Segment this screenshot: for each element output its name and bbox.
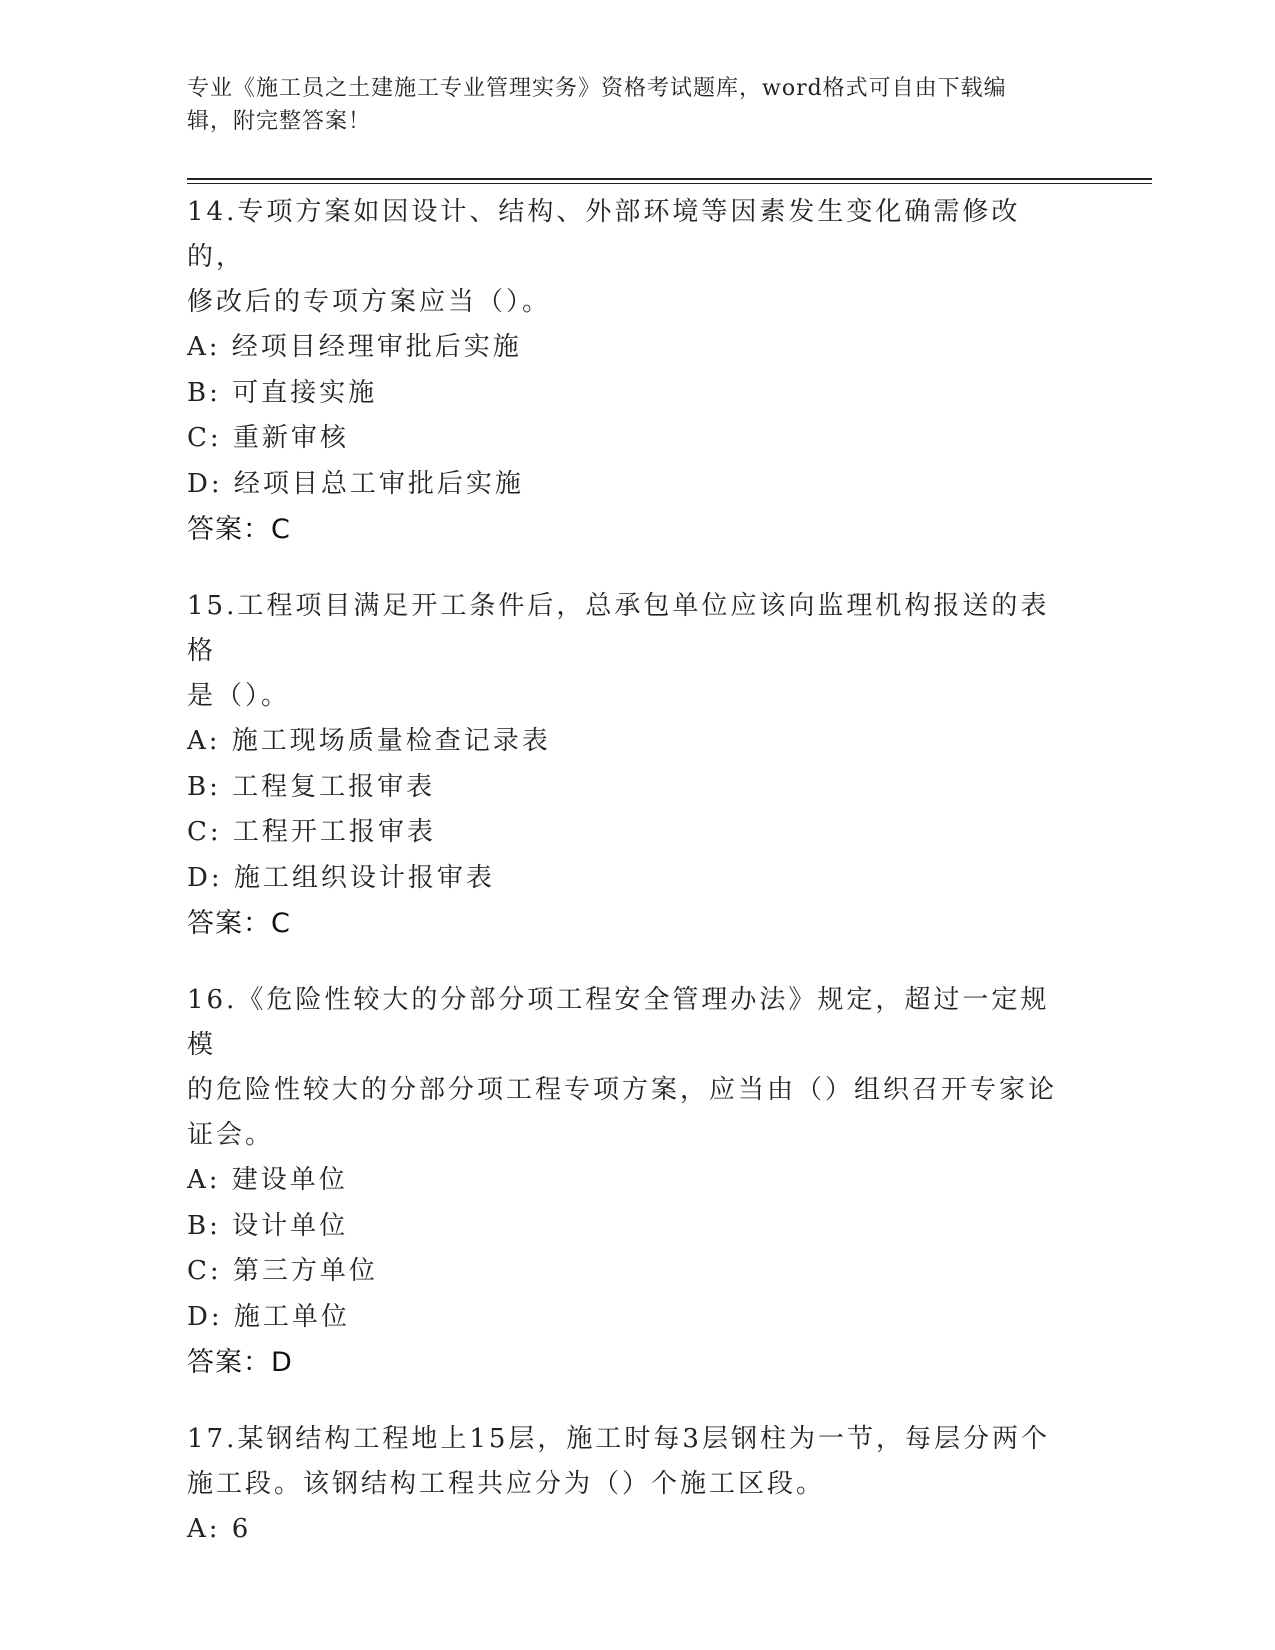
- question-text: 17.某钢结构工程地上15层，施工时每3层钢柱为一节，每层分两个: [187, 1424, 1050, 1454]
- question-16: [187, 978, 1077, 1385]
- question-text: 15.工程项目满足开工条件后，总承包单位应该向监理机构报送的表格: [187, 591, 1050, 666]
- question-15: [187, 584, 1077, 946]
- option-c: C: 第三方单位: [187, 1256, 378, 1286]
- option-b: B: 可直接实施: [187, 377, 378, 408]
- document-header: [187, 72, 1067, 138]
- question-list: [187, 190, 1077, 1585]
- question-text: 16.《危险性较大的分部分项工程安全管理办法》规定，超过一定规模: [187, 985, 1050, 1060]
- option-d: D: 施工单位: [187, 1301, 350, 1332]
- answer: 答案：C: [187, 908, 291, 939]
- answer: 答案：C: [187, 514, 291, 545]
- option-a: A: 6: [187, 1514, 252, 1544]
- option-a: A: 经项目经理审批后实施: [187, 332, 522, 362]
- question-text: 证会。: [187, 1120, 275, 1150]
- option-a: A: 建设单位: [187, 1165, 348, 1195]
- question-text: 修改后的专项方案应当（）。: [187, 287, 552, 317]
- question-text: 施工段。该钢结构工程共应分为（）个施工区段。: [187, 1469, 826, 1499]
- header-divider-thick: [187, 178, 1152, 180]
- option-b: B: 设计单位: [187, 1210, 349, 1241]
- header-divider-thin: [187, 183, 1152, 184]
- question-text: 是（）。: [187, 681, 291, 711]
- option-d: D: 施工组织设计报审表: [187, 862, 495, 893]
- header-line-1: 专业《施工员之土建施工专业管理实务》资格考试题库，word格式可自由下载编: [187, 76, 1007, 101]
- option-b: B: 工程复工报审表: [187, 771, 436, 802]
- header-line-2: 辑，附完整答案！: [187, 109, 372, 134]
- option-c: C: 重新审核: [187, 423, 349, 453]
- option-a: A: 施工现场质量检查记录表: [187, 726, 551, 756]
- answer: 答案：D: [187, 1347, 293, 1378]
- question-14: [187, 190, 1077, 552]
- option-d: D: 经项目总工审批后实施: [187, 468, 524, 499]
- question-text: 的危险性较大的分部分项工程专项方案，应当由（）组织召开专家论: [187, 1075, 1058, 1105]
- question-text: 14.专项方案如因设计、结构、外部环境等因素发生变化确需修改的，: [187, 197, 1021, 272]
- question-17: [187, 1417, 1077, 1553]
- option-c: C: 工程开工报审表: [187, 817, 436, 847]
